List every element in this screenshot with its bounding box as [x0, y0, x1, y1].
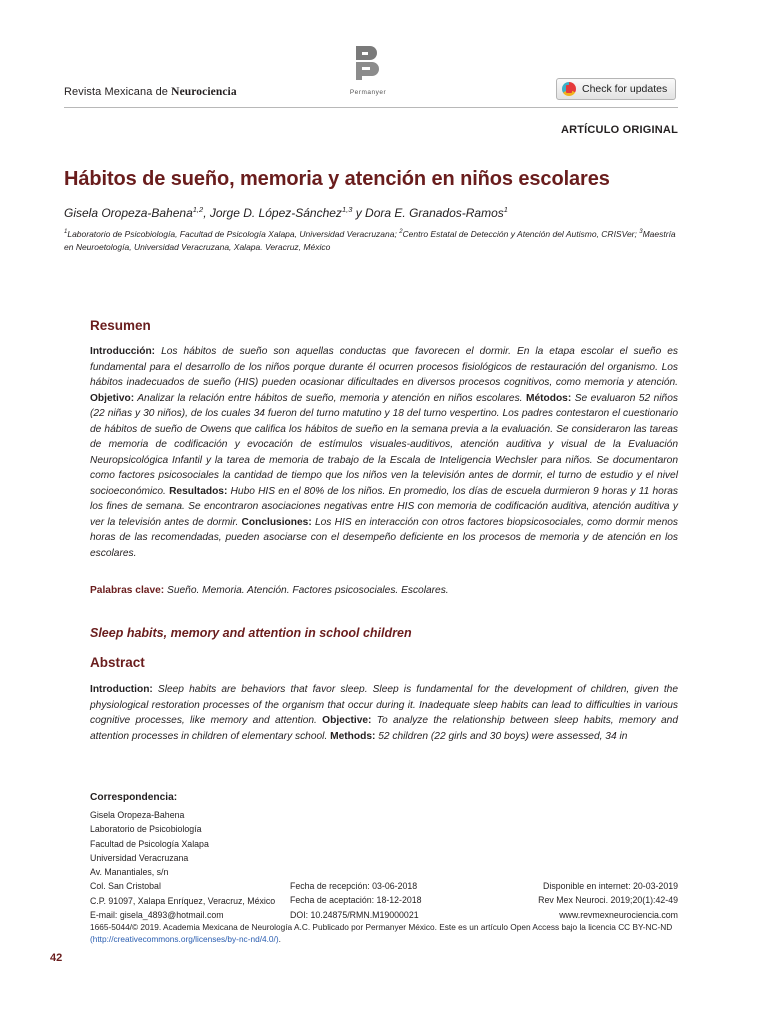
correspondence-line: Av. Manantiales, s/n [90, 867, 169, 878]
english-title: Sleep habits, memory and attention in school children [90, 626, 412, 640]
affiliation-mark: 2 [399, 229, 403, 235]
correspondence-line: Universidad Veracruzana [90, 852, 189, 863]
author-affiliation-mark: 1,2 [192, 205, 204, 214]
accepted-date: Fecha de aceptación: 18-12-2018 [290, 895, 422, 906]
abstract-heading: Abstract [90, 655, 145, 670]
journal-brand: Neurociencia [171, 86, 237, 98]
correspondence-line: Laboratorio de Psicobiología [90, 824, 202, 835]
author-name: Jorge D. López-Sánchez [209, 206, 342, 220]
keywords-label: Palabras clave: [90, 585, 165, 596]
author-name: Dora E. Granados-Ramos [365, 206, 504, 220]
resumen-intro: Los hábitos de sueño son aquellas conductas que favorecen el dormir. En la etapa escolar el sueño es fundamental para el desarrollo de los niños porque durante él ocurren procesos fisiológicos de restauración del organismo. Los hábitos inadecuados de sueño (HIS) pueden ocasionar dificultades en diversos procesos cognitivos, como memoria y atención. [90, 346, 678, 388]
correspondence-line: Col. San Cristobal [90, 881, 161, 892]
author-affiliation-mark: 1,3 [341, 205, 353, 214]
abstract-body [90, 682, 678, 744]
resumen-results-label: Resultados: [169, 485, 228, 497]
keywords-text: Sueño. Memoria. Atención. Factores psicosociales. Escolares. [164, 585, 449, 596]
author-name: Gisela Oropeza-Bahena [64, 206, 193, 220]
abstract-intro-label: Introduction: [90, 684, 153, 695]
check-for-updates-label: Check for updates [582, 83, 668, 95]
affiliations [64, 226, 678, 255]
resumen-methods-label: Métodos: [525, 392, 572, 404]
resumen-body [90, 344, 678, 561]
resumen-intro-label: Introducción: [90, 346, 156, 357]
affiliation-mark: 3 [639, 229, 643, 235]
keywords [90, 585, 449, 596]
resumen-conclusions-label: Conclusiones: [241, 516, 312, 528]
publisher-name: Permanyer [349, 89, 387, 96]
author-separator: , [203, 206, 210, 220]
abstract-methods-label: Methods: [330, 730, 376, 742]
resumen-objective-label: Objetivo: [90, 392, 135, 404]
resumen-methods: Se evaluaron 52 niños (22 niñas y 30 niños), de los cuales 34 fueron del turno matutino y 18 del turno vespertino. Los padres contestaron el cuestionario de hábitos de sueño de Owens que califica los hábitos de sueño en la semana previa a la evaluación. Se consideraron las tareas de memoria de codificación y evocación de estímulos visuales-auditivos, atención auditiva y visual de la Evaluación Neuropsicológica Infantil y la tarea de memoria de trabajo de la Escala de Inteligencia Wechsler para niños. Se documentaron como factores psicosociales la cantidad de tiempo que los niños ven la televisión antes de dormir, el turno de estudio y el nivel socioeconómico. [90, 392, 678, 497]
author-separator: y [352, 206, 366, 220]
author-affiliation-mark: 1 [503, 205, 508, 214]
license-end: . [278, 933, 281, 944]
abstract-objective-label: Objective: [322, 715, 372, 726]
correspondence-line: Facultad de Psicología Xalapa [90, 838, 209, 849]
article-dates [290, 879, 422, 922]
abstract-intro: Sleep habits are behaviors that favor sleep. Sleep is fundamental for the development of children, given the physiological restoration processes of the organism that occur during it. Inadequate sleep habits can lead to difficulties in various cognitive processes, like memory and attention. [90, 684, 678, 726]
journal-prefix: Revista Mexicana de [64, 86, 172, 98]
resumen-conclusions: Los HIS en interacción con otros factores biopsicosociales, como dormir menos horas de las recomendadas, pueden asociarse con el desempeño deficiente en los procesos de memoria y de atención en los escolares. [90, 516, 678, 559]
license-link[interactable]: (http://creativecommons.org/licenses/by-nc-nd/4.0/) [90, 933, 279, 944]
header-divider [64, 107, 678, 108]
affiliation-2: Centro Estatal de Detección y Atención del Autismo, CRISVer; [402, 228, 640, 239]
affiliation-mark: 1 [64, 229, 68, 235]
permanyer-logo-icon [353, 44, 383, 82]
doi[interactable]: DOI: 10.24875/RMN.M19000021 [290, 909, 419, 920]
author-list [64, 205, 508, 220]
resumen-objective: Analizar la relación entre hábitos de sueño, memoria y atención en niños escolares. [134, 392, 526, 404]
correspondence-line: Gisela Oropeza-Bahena [90, 810, 185, 820]
correspondence-heading: Correspondencia: [90, 792, 178, 803]
check-for-updates-button[interactable] [556, 78, 676, 100]
journal-name [64, 86, 237, 98]
publication-info [538, 879, 678, 922]
article-type: ARTÍCULO ORIGINAL [560, 124, 678, 136]
abstract-methods: 52 children (22 girls and 30 boys) were assessed, 34 in [375, 730, 628, 742]
correspondence-address [90, 808, 275, 922]
correspondence-line: C.P. 91097, Xalapa Enríquez, Veracruz, México [90, 895, 276, 906]
article-title: Hábitos de sueño, memoria y atención en niños escolares [64, 168, 610, 190]
citation: Rev Mex Neuroci. 2019;20(1):42-49 [538, 895, 678, 906]
resumen-heading: Resumen [90, 318, 151, 333]
page-number: 42 [50, 952, 63, 964]
affiliation-3: Maestría en Neuroetología, Universidad Veracruzana, Xalapa. Veracruz, México [64, 228, 676, 253]
abstract-objective: To analyze the relationship between sleep habits, memory and attention processes in children of elementary school. [90, 715, 678, 742]
license-notice [90, 922, 690, 945]
license-text: 1665-5044/© 2019. Academia Mexicana de Neurología A.C. Publicado por Permanyer México. Este es un artículo Open Access bajo la licencia CC BY-NC-ND [90, 922, 673, 932]
publisher-logo [340, 44, 396, 96]
journal-website[interactable]: www.revmexneurociencia.com [559, 909, 678, 920]
correspondence-email[interactable]: E-mail: gisela_4893@hotmail.com [90, 910, 224, 921]
online-date: Disponible en internet: 20-03-2019 [543, 881, 678, 891]
received-date: Fecha de recepción: 03-06-2018 [290, 881, 418, 891]
crossmark-icon [562, 82, 576, 96]
resumen-results: Hubo HIS en el 80% de los niños. En promedio, los días de escuela durmieron 9 horas y 11 horas los fines de semana. Se encontraron asociaciones negativas entre HIS con memoria de codificación auditiva, atención auditiva y ver la televisión antes de dormir. [90, 485, 678, 528]
affiliation-1: Laboratorio de Psicobiología, Facultad de Psicología Xalapa, Universidad Veracruzana; [67, 228, 400, 239]
